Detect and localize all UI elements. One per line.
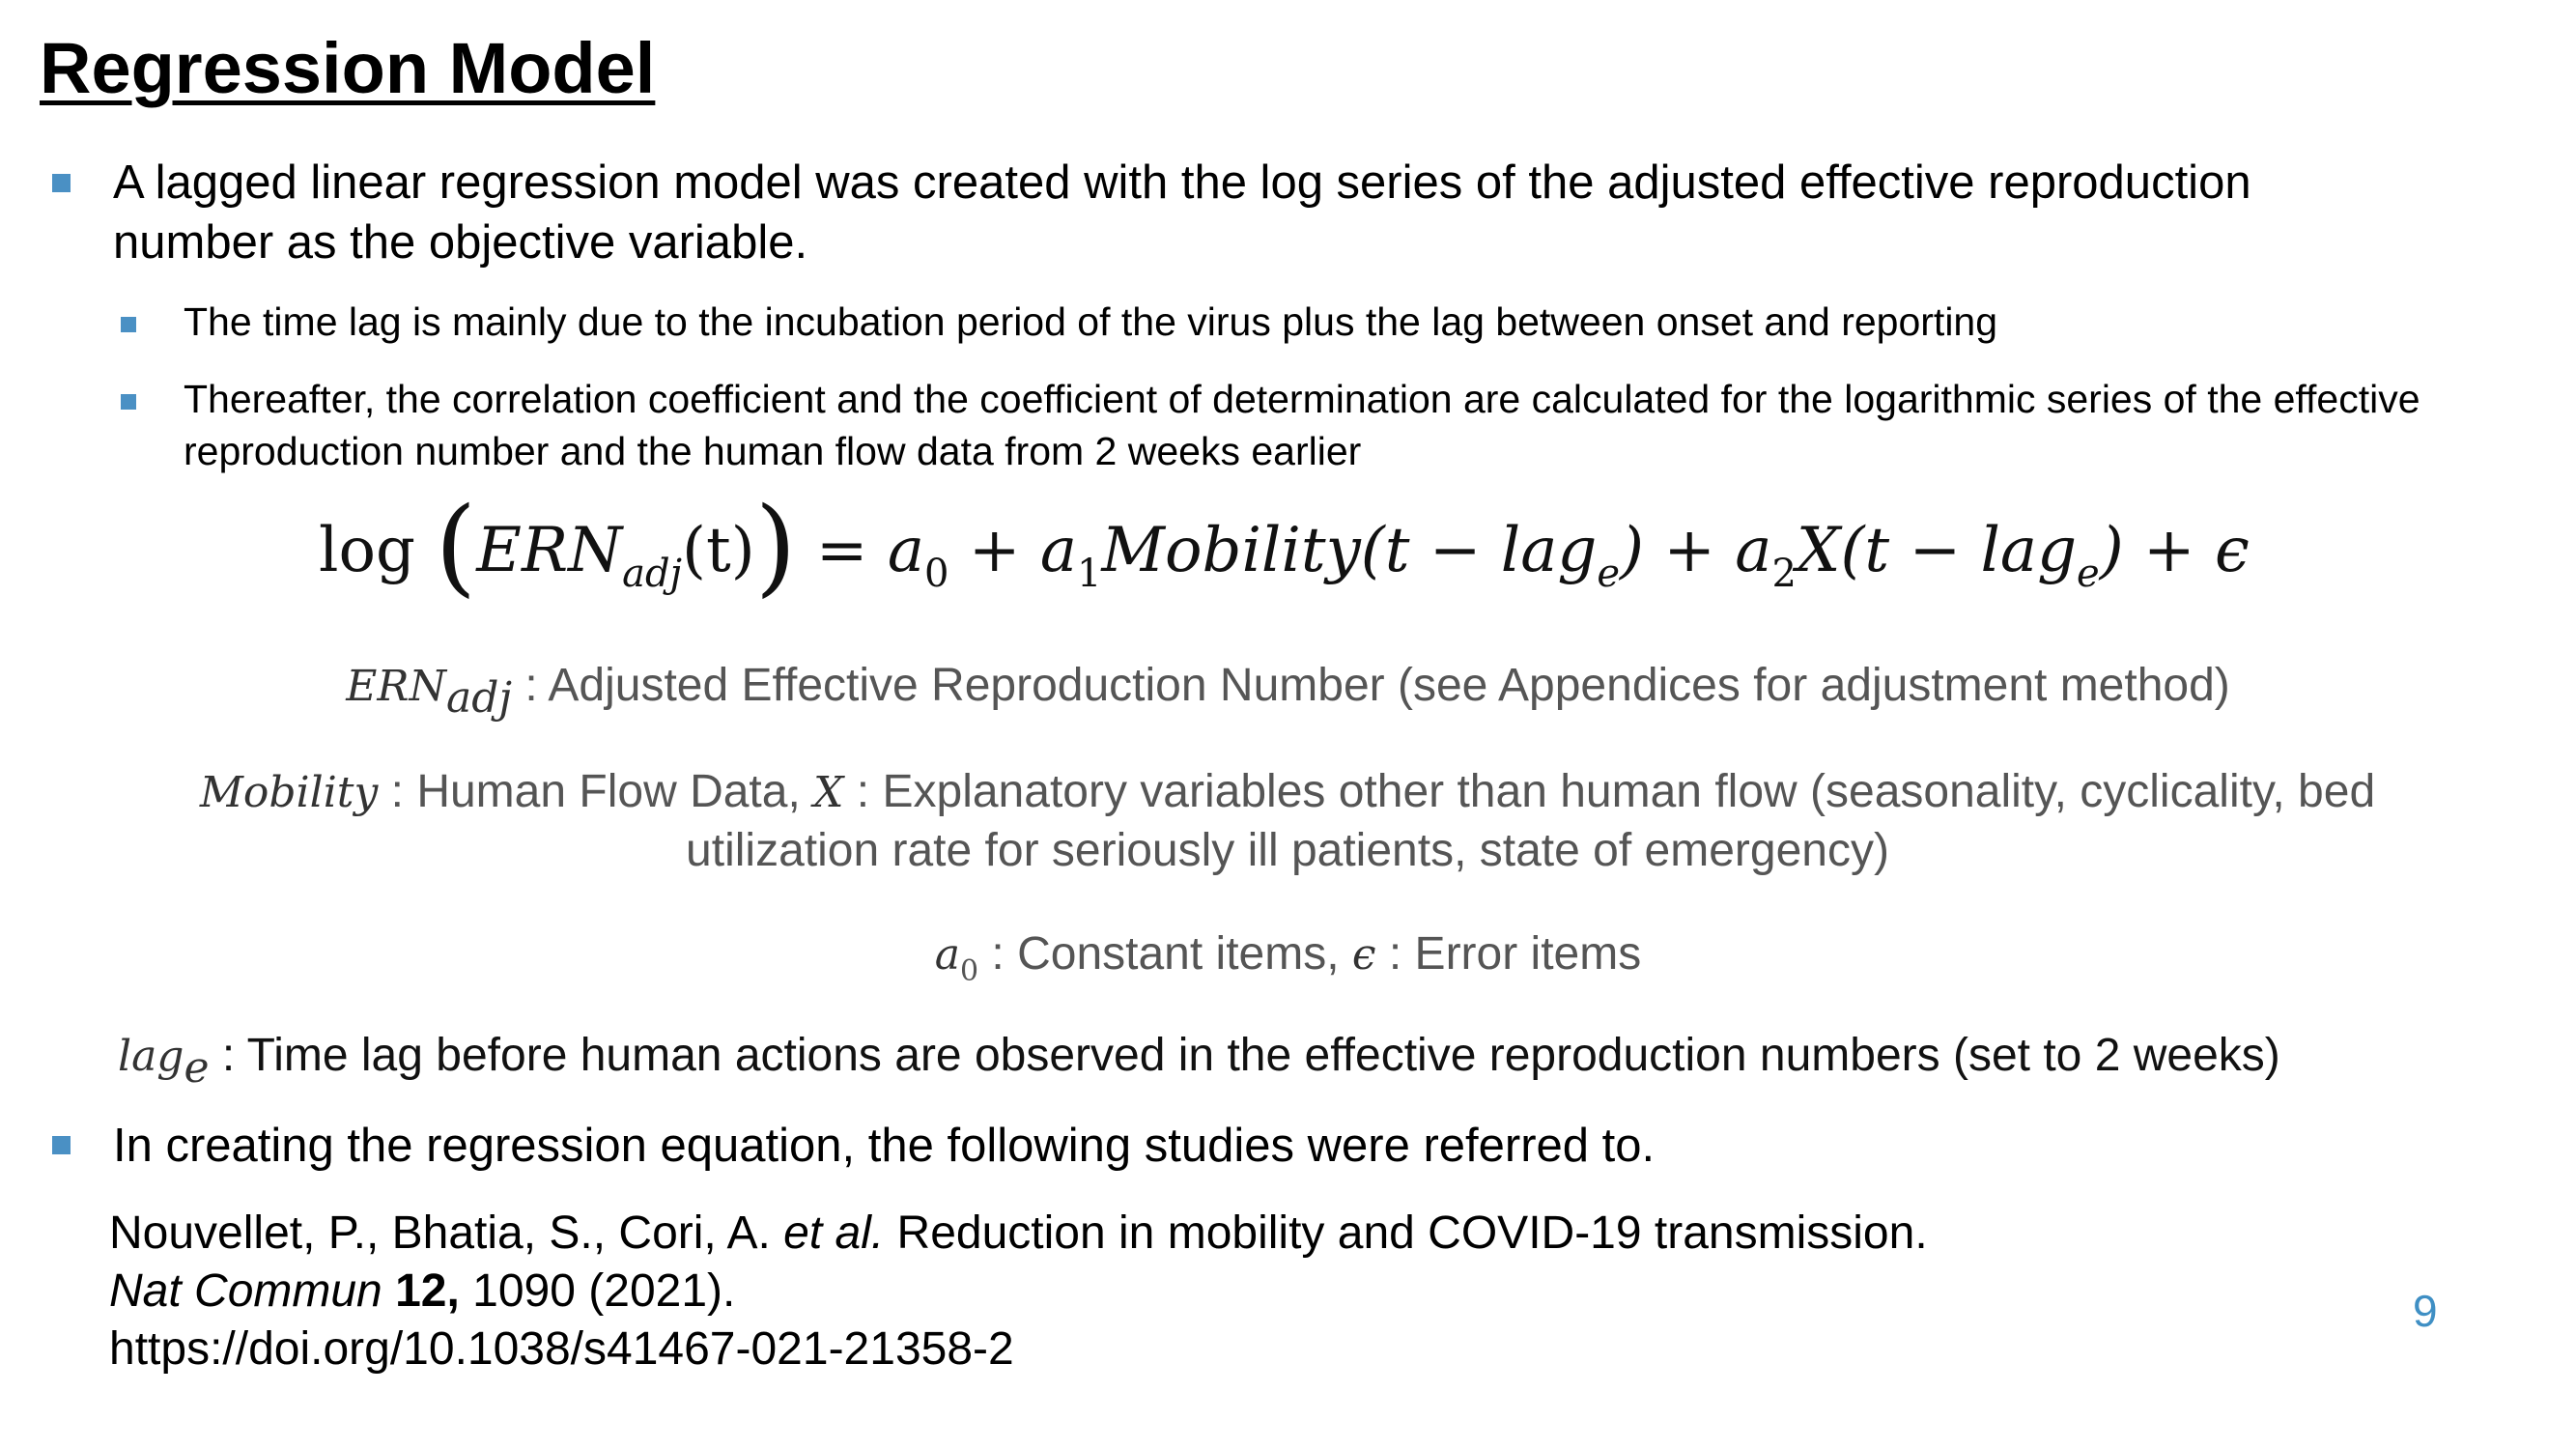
reference-doi-link[interactable]: https://doi.org/10.1038/s41467-021-21358-2 (109, 1323, 1014, 1375)
bullet-text-1: A lagged linear regression model was created with the log series of the adjusted effective reproduction number as the objective variable. (113, 156, 2251, 269)
bullet-marker (52, 1136, 71, 1154)
sub-bullet-marker (121, 394, 136, 410)
definition-ern: $ERN_{adj}$ : Adjusted Effective Reproduction Number (see Appendices for adjustment method) (346, 660, 2230, 723)
sub-bullet-marker (121, 317, 136, 332)
bullet-text-2: In creating the regression equation, the following studies were referred to. (113, 1120, 1656, 1172)
reference-line-2: Nat Commun 12, 1090 (2021). (109, 1265, 736, 1317)
sub-bullet-text-2: Thereafter, the correlation coefficient and the coefficient of determination are calculated for the logarithmic series of the effective reproduction number and the human flow data from 2 weeks earlier (184, 377, 2420, 473)
reference-line-1: Nouvellet, P., Bhatia, S., Cori, A. et al. Reduction in mobility and COVID-19 transmission. (109, 1208, 1928, 1259)
page-number: 9 (2413, 1286, 2438, 1336)
definition-mobility: Mobility : Human Flow Data, X : Explanatory variables other than human flow (seasonality, cyclicality, bed utilization rate for seriously ill patients, state of emergency) (199, 766, 2376, 876)
definition-constant-error: $a_0$ : Constant items, ϵ : Error items (934, 928, 1642, 988)
sub-bullet-text-1: The time lag is mainly due to the incubation period of the virus plus the lag between onset and reporting (184, 299, 1998, 344)
slide-title: Regression Model (40, 28, 656, 108)
definition-lag: lag$_e$ : Time lag before human actions are observed in the effective reproduction numbers (set to 2 weeks) (118, 1030, 2280, 1093)
regression-equation: $\log (ERN_{adj}(t)) = a_0$ + $a_1Mobility(t - lag_e) + a_2X(t - lag_e) + \epsilon$ (319, 484, 2250, 608)
bullet-marker (52, 174, 71, 192)
